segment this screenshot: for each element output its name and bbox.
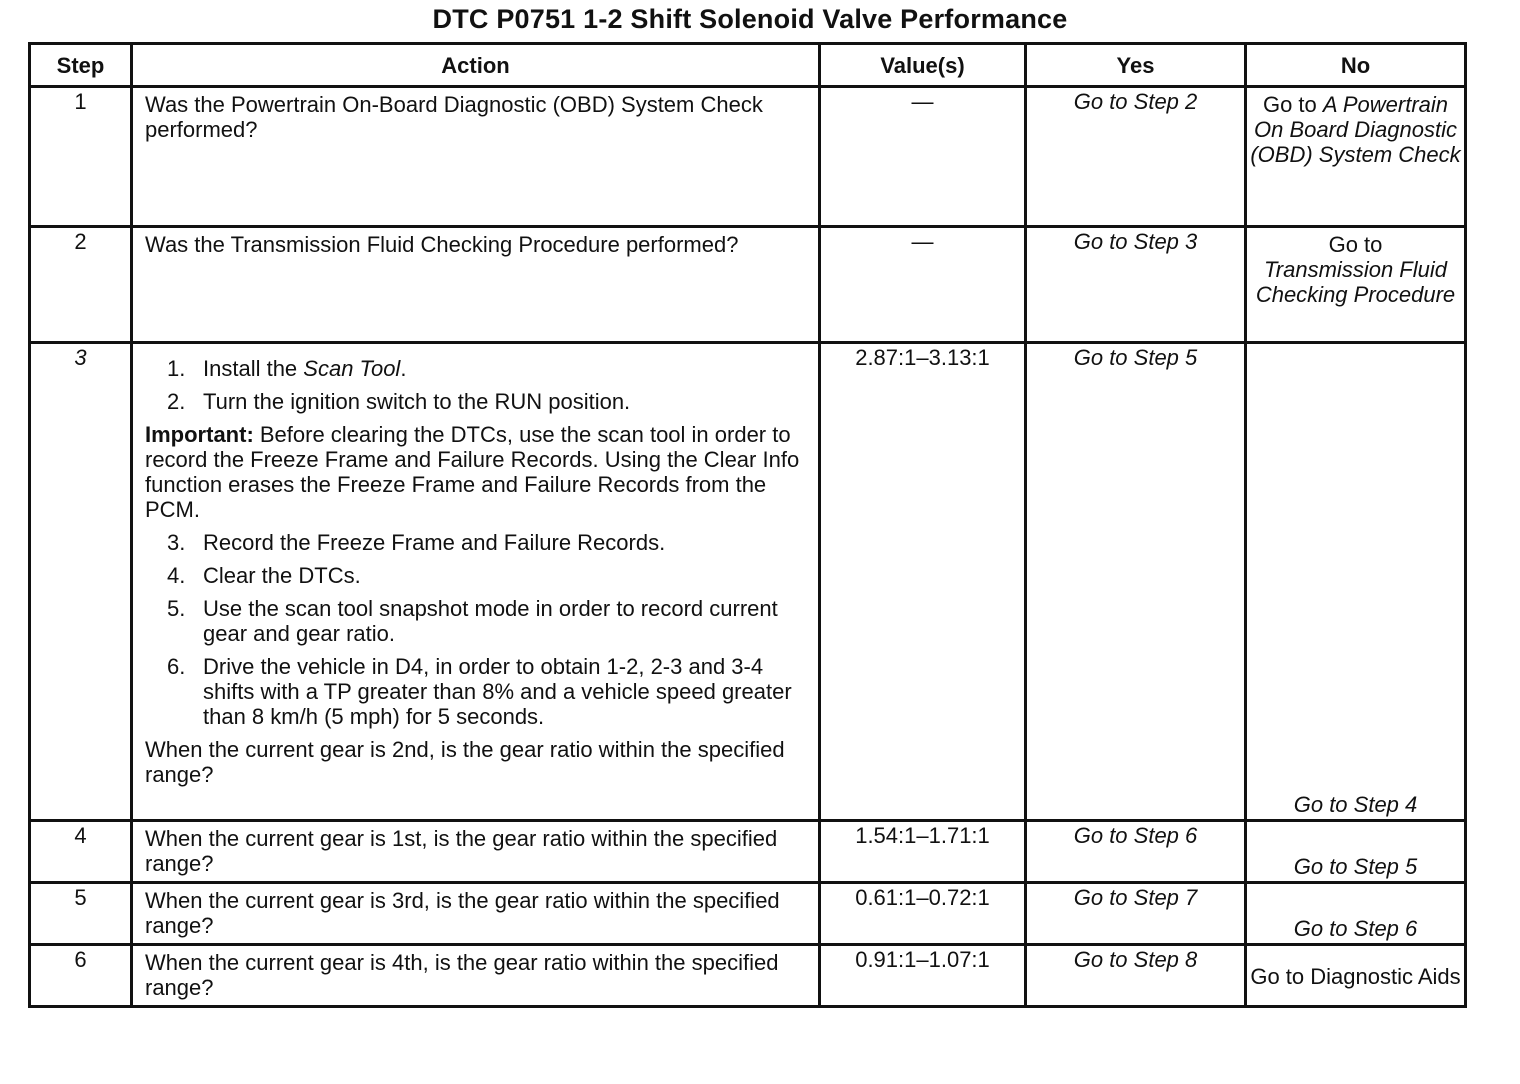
table-row [30,945,1466,1007]
substep-item [145,654,806,729]
header-step: Step [30,44,132,87]
header-values: Value(s) [820,44,1026,87]
substep-item [145,356,806,381]
substep-list [145,530,806,729]
value-cell: 0.91:1–1.07:1 [820,945,1026,1007]
value-cell: 2.87:1–3.13:1 [820,343,1026,821]
yes-link[interactable]: Go to Step 2 [1026,87,1246,227]
no-link[interactable] [1246,227,1466,343]
substep-number: 5. [167,596,186,621]
action-text: Was the Powertrain On-Board Diagnostic (OBD) System Check performed? [132,87,820,227]
no-link-text[interactable]: A Powertrain On Board Diagnostic (OBD) System Check [1250,92,1461,167]
diagnostic-table [28,42,1467,1008]
step-number: 3 [30,343,132,821]
substep-number: 4. [167,563,186,588]
substep-text: Drive the vehicle in D4, in order to obtain 1-2, 2-3 and 3-4 shifts with a TP greater than 8% and a vehicle speed greater than 8 km/h (5 mph) for 5 seconds. [203,654,792,729]
substep-number: 2. [167,389,186,414]
no-link-text[interactable]: Transmission Fluid Checking Procedure [1255,257,1456,307]
yes-link[interactable]: Go to Step 8 [1026,945,1246,1007]
action-text [132,343,820,821]
substep-item [145,596,806,646]
step-number: 6 [30,945,132,1007]
value-cell: 0.61:1–0.72:1 [820,883,1026,945]
step-number: 4 [30,821,132,883]
action-text: When the current gear is 4th, is the gear ratio within the specified range? [132,945,820,1007]
substep-item [145,563,806,588]
table-row [30,883,1466,945]
substep-text-end: . [400,356,407,381]
no-link[interactable] [1246,87,1466,227]
header-row [30,44,1466,87]
value-cell: — [820,227,1026,343]
header-yes: Yes [1026,44,1246,87]
step-question: When the current gear is 2nd, is the gear ratio within the specified range? [145,737,785,787]
substep-text: Turn the ignition switch to the RUN position. [203,389,631,414]
substep-text: Clear the DTCs. [203,563,361,588]
header-action: Action [132,44,820,87]
substep-text: Record the Freeze Frame and Failure Records. [203,530,666,555]
substep-text: Use the scan tool snapshot mode in order to record current gear and gear ratio. [203,596,778,646]
table-row [30,821,1466,883]
important-text: Before clearing the DTCs, use the scan tool in order to record the Freeze Frame and Failure Records. Using the Clear Info function erases the Freeze Frame and Failure Records from the PCM. [145,422,800,522]
step-number: 2 [30,227,132,343]
action-text: When the current gear is 1st, is the gear ratio within the specified range? [132,821,820,883]
substep-number: 3. [167,530,186,555]
substep-list [145,356,806,414]
table-row [30,87,1466,227]
no-prefix: Go to [1328,232,1383,257]
substep-number: 6. [167,654,186,679]
page-title: DTC P0751 1-2 Shift Solenoid Valve Performance [432,4,1068,34]
substep-number: 1. [167,356,186,381]
value-cell: — [820,87,1026,227]
step-number: 5 [30,883,132,945]
no-link[interactable]: Go to Step 5 [1246,821,1466,883]
substep-item [145,389,806,414]
value-cell: 1.54:1–1.71:1 [820,821,1026,883]
no-prefix: Go to [1262,92,1323,117]
yes-link[interactable]: Go to Step 3 [1026,227,1246,343]
important-label: Important: [145,422,254,447]
no-link[interactable]: Go to Step 4 [1246,343,1466,821]
no-link[interactable]: Go to Diagnostic Aids [1246,945,1466,1007]
no-link[interactable]: Go to Step 6 [1246,883,1466,945]
header-no: No [1246,44,1466,87]
yes-link[interactable]: Go to Step 5 [1026,343,1246,821]
substep-item [145,530,806,555]
table-row [30,227,1466,343]
step-number: 1 [30,87,132,227]
yes-link[interactable]: Go to Step 7 [1026,883,1246,945]
substep-text: Install the [203,356,304,381]
yes-link[interactable]: Go to Step 6 [1026,821,1246,883]
action-text: Was the Transmission Fluid Checking Procedure performed? [132,227,820,343]
table-row [30,343,1466,821]
important-note [145,422,806,522]
action-text: When the current gear is 3rd, is the gear ratio within the specified range? [132,883,820,945]
scan-tool-link[interactable]: Scan Tool [303,356,401,381]
